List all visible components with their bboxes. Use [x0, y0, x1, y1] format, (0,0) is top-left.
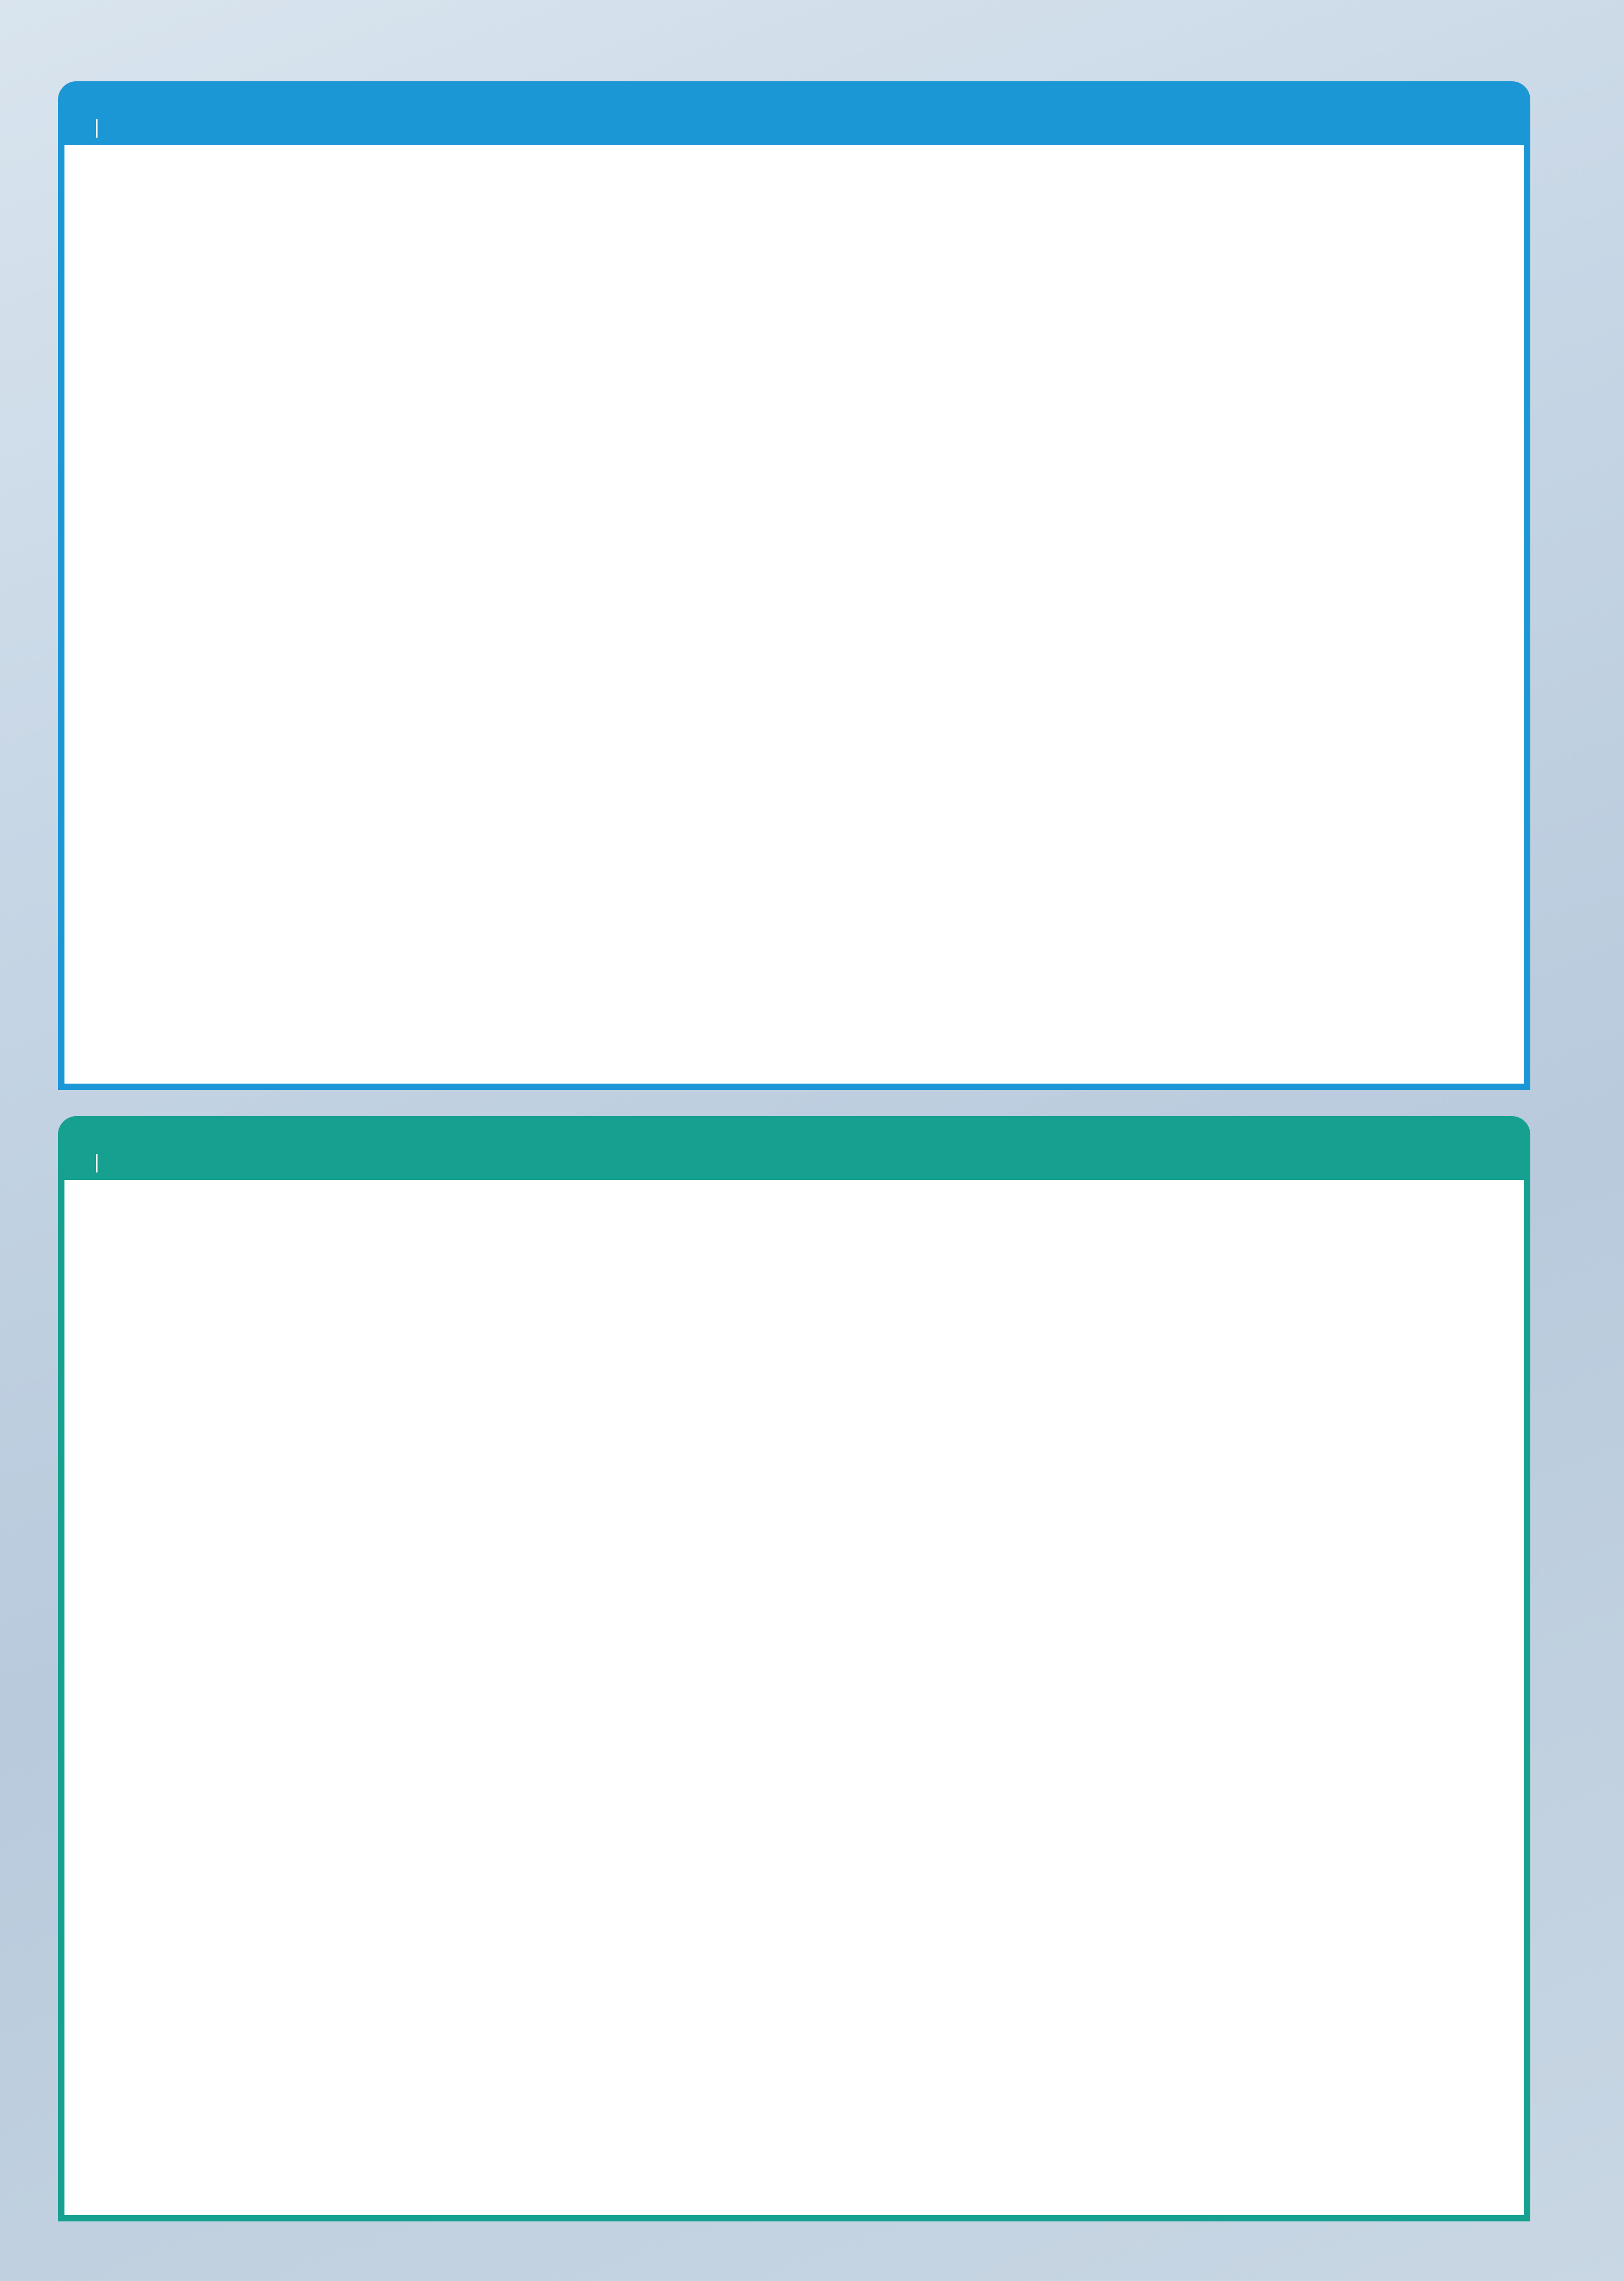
title-divider [96, 119, 98, 138]
music-table-panel [64, 1180, 1524, 2215]
language-section-header [58, 81, 1530, 145]
music-section [58, 1116, 1530, 2221]
title-divider [96, 1154, 98, 1172]
language-table-panel [64, 145, 1524, 1084]
music-section-header [58, 1116, 1530, 1180]
language-section [58, 81, 1530, 1090]
